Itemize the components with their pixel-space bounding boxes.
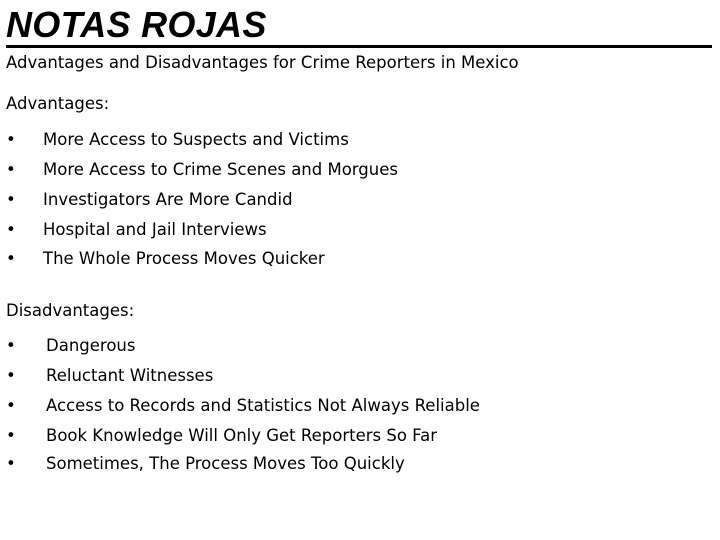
bullet-icon: •: [6, 249, 16, 268]
bullet-icon: •: [6, 366, 16, 385]
page-title: NOTAS ROJAS: [6, 4, 267, 45]
list-item-text: Investigators Are More Candid: [43, 190, 293, 209]
list-item-text: Book Knowledge Will Only Get Reporters So Far: [46, 426, 438, 445]
bullet-icon: •: [6, 426, 16, 445]
list-item-text: The Whole Process Moves Quicker: [43, 249, 325, 268]
page-subtitle: Advantages and Disadvantages for Crime Reporters in Mexico: [6, 53, 519, 72]
advantages-heading: Advantages:: [6, 94, 110, 113]
title-underline: [6, 45, 712, 48]
list-item-text: Sometimes, The Process Moves Too Quickly: [46, 454, 405, 473]
bullet-icon: •: [6, 454, 16, 473]
list-item-text: Reluctant Witnesses: [46, 366, 214, 385]
list-item-text: More Access to Suspects and Victims: [43, 130, 349, 149]
disadvantages-heading: Disadvantages:: [6, 301, 135, 320]
bullet-icon: •: [6, 130, 16, 149]
list-item-text: Dangerous: [46, 336, 136, 355]
bullet-icon: •: [6, 336, 16, 355]
bullet-icon: •: [6, 160, 16, 179]
bullet-icon: •: [6, 396, 16, 415]
bullet-icon: •: [6, 220, 16, 239]
bullet-icon: •: [6, 190, 16, 209]
list-item-text: More Access to Crime Scenes and Morgues: [43, 160, 398, 179]
list-item-text: Access to Records and Statistics Not Always Reliable: [46, 396, 480, 415]
list-item-text: Hospital and Jail Interviews: [43, 220, 267, 239]
